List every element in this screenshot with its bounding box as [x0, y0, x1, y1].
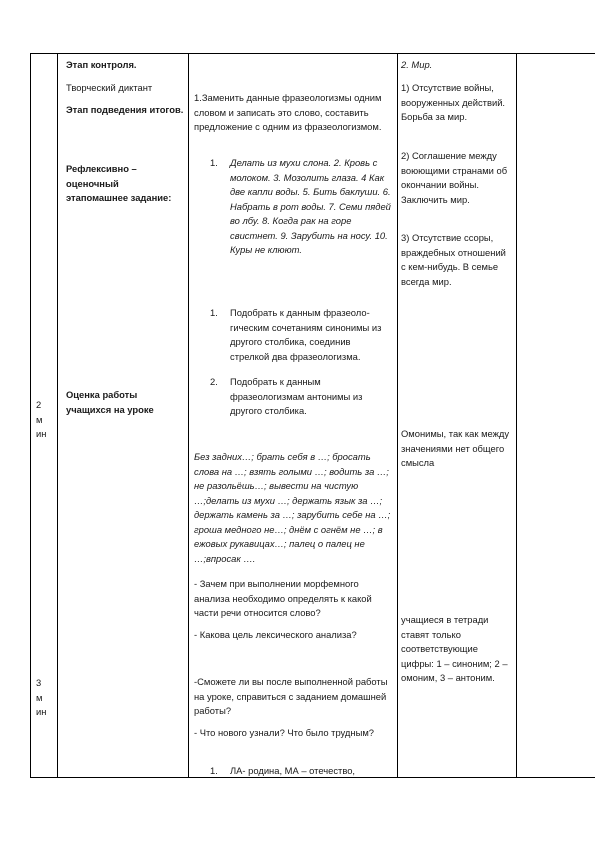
- antonyms-task: Подобрать к данным фразеологизмам антонимы из другого столбика.: [230, 376, 363, 416]
- question-morpheme-analysis: - Зачем при выполнении морфемного анализа необходимо определять к какой части речи относится слово?: [194, 578, 372, 618]
- list-number: 1.: [210, 157, 218, 168]
- reflexive-stage-heading: Рефлексивно – оценочный этапомашнее задание:: [66, 163, 172, 203]
- summary-stage-heading: Этап подведения итогов.: [66, 104, 184, 115]
- column-divider-2: [188, 53, 189, 778]
- meaning-1: 1) Отсутствие войны, вооруженных действий. Борьба за мир.: [401, 82, 506, 122]
- question-lexical-analysis: - Какова цель лексического анализа?: [194, 629, 357, 640]
- list-number: 2.: [210, 376, 218, 387]
- synonyms-task: Подобрать к данным фразеоло-гическим сочетаниям синонимы из другого столбика, соединив стрелкой два фразеологизма.: [230, 307, 382, 362]
- idioms-fill-in-text: Без задних…; брать себя в …; бросать слова на …; взять голыми …; водить за …; не разольёшь…; вывести на чистую …;делать из мухи …; держать язык за …; держать камень за …; зарубить себе на …; гроша медного не…; днём с огнём не …; в ежовых рукавицах…; палец о палец не …;впросак ….: [194, 451, 391, 564]
- meaning-3: 3) Отсутствие ссоры, враждебных отношений с кем-нибудь. В семье всегда мир.: [401, 232, 506, 287]
- column-divider-3: [397, 53, 398, 778]
- column-divider-1: [57, 53, 58, 778]
- homonyms-explanation: Омонимы, так как между значениями нет общего смысла: [401, 428, 510, 468]
- list-number: 1.: [210, 307, 218, 318]
- task-replace-idioms: 1.Заменить данные фразеологизмы одним словом и записать это слово, составить предложение с одним из фразеологизмом.: [194, 92, 382, 132]
- notebook-instructions: учащиеся в тетради ставят только соответствующие цифры: 1 – синоним; 2 – омоним, 3 – антоним.: [401, 614, 508, 683]
- question-new-learned: - Что нового узнали? Что было трудным?: [194, 727, 374, 738]
- time-2-min: 2 м ин: [36, 399, 47, 439]
- answer-roots: ЛА- родина, МА – отечество,: [230, 765, 356, 776]
- list-number: 1.: [210, 765, 218, 776]
- word-mir: 2. Мир.: [401, 59, 433, 70]
- assessment-heading: Оценка работы учащихся на уроке: [66, 389, 154, 415]
- table-left-border: [30, 53, 31, 778]
- question-homework: -Сможете ли вы после выполненной работы на уроке, справиться с заданием домашней работы?: [194, 676, 388, 716]
- time-3-min: 3 м ин: [36, 677, 47, 717]
- creative-dictation-label: Творческий диктант: [66, 82, 153, 93]
- column-divider-4: [516, 53, 517, 778]
- stage-control-heading: Этап контроля.: [66, 59, 137, 70]
- table-top-border: [30, 53, 595, 54]
- meaning-2: 2) Соглашение между воюющими странами об окончании войны. Заключить мир.: [401, 150, 508, 205]
- idioms-list: Делать из мухи слона. 2. Кровь с молоком. 3. Мозолить глаза. 4 Как две капли воды. 5. Бить баклуши. 6. Набрать в рот воды. 7. Семи пядей во лбу. 8. Когда рак на горе свистнет. 9. Зарубить на носу. 10. Куры не клюют.: [230, 157, 391, 255]
